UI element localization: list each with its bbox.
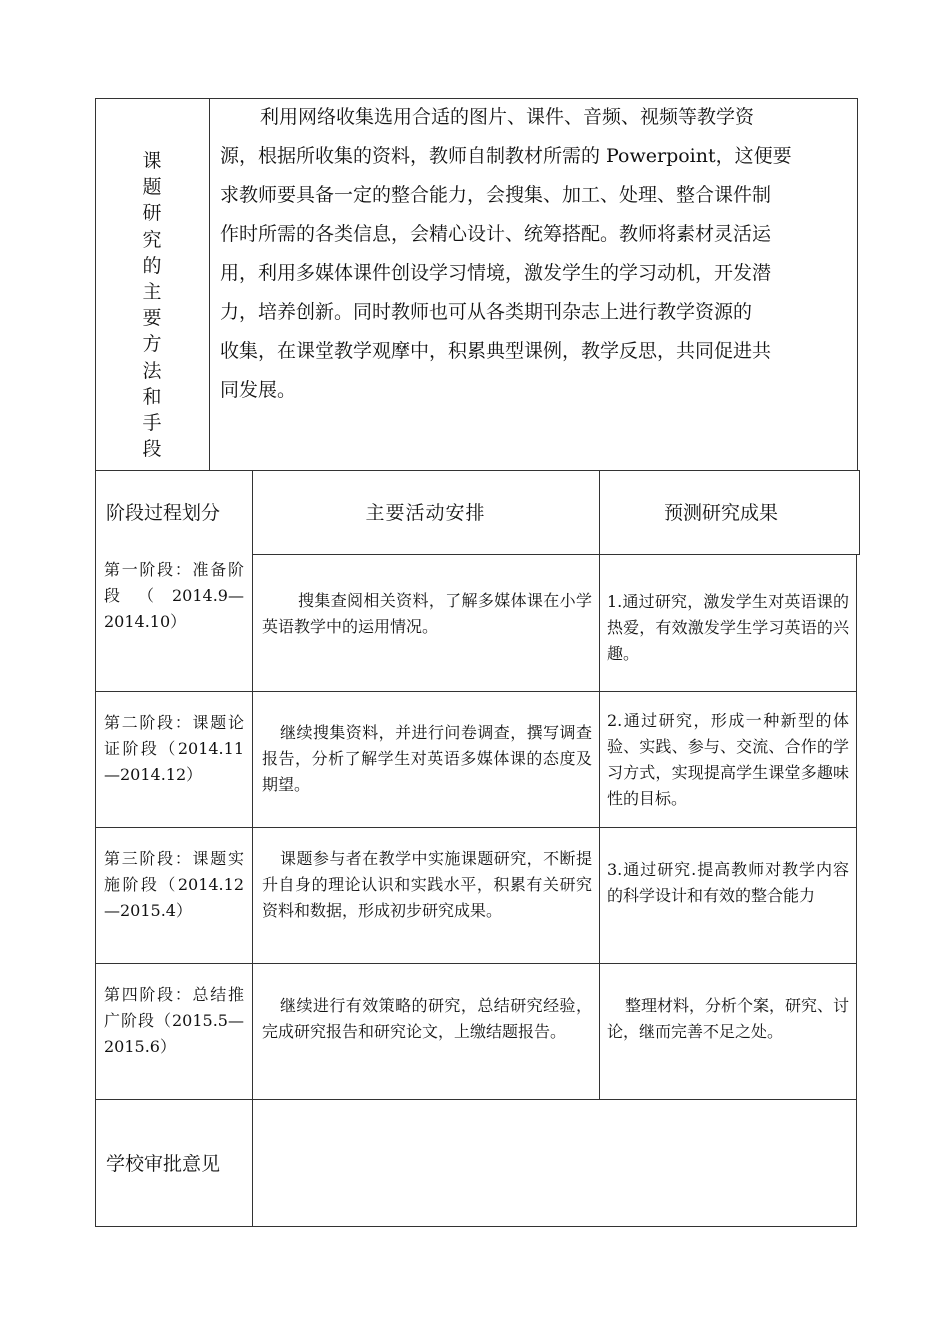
top-right-border [857,98,858,470]
activity-4: 继续进行有效策略的研究，总结研究经验，完成研究报告和研究论文，上缴结题报告。 [262,996,592,1041]
methods-line-4: 作时所需的各类信息，会精心设计、统筹搭配。教师将素材灵活运 [220,223,772,245]
methods-line-6: 力，培养创新。同时教师也可从各类期刊杂志上进行教学资源的 [220,301,753,323]
activity-2: 继续搜集资料，并进行问卷调查，撰写调查报告，分析了解学生对英语多媒体课的态度及期望。 [262,723,592,794]
row-line-1 [95,691,857,692]
activity-3: 课题参与者在教学中实施课题研究，不断提升自身的理论认识和实践水平，积累有关研究资料和数据，形成初步研究成果。 [262,849,592,920]
header-stage: 阶段过程划分 [106,502,221,524]
result-3: 3.通过研究.提高教师对教学内容的科学设计和有效的整合能力 [607,860,849,905]
row-line-4 [95,1099,857,1100]
methods-paragraph [220,98,845,410]
col-divider-1 [252,470,253,1227]
table-right-border [856,555,857,1227]
result-1: 1.通过研究，激发学生对英语课的热爱，有效激发学生学习英语的兴趣。 [607,592,849,663]
top-divider [209,98,210,470]
row-line-2 [95,827,857,828]
methods-line-8: 同发展。 [220,379,297,401]
methods-line-3: 求教师要具备一定的整合能力，会搜集、加工、处理、整合课件制 [220,184,772,206]
row-line-3 [95,963,857,964]
result-2: 2.通过研究，形成一种新型的体验、实践、参与、交流、合作的学习方式，实现提高学生课堂多趣味性的目标。 [607,711,849,808]
result-4: 整理材料，分析个案，研究、讨论，继而完善不足之处。 [607,996,850,1041]
header-activity: 主要活动安排 [365,502,486,524]
table-right-border-header [859,470,860,555]
methods-line-5: 用，利用多媒体课件创设学习情境，激发学生的学习动机，开发潜 [220,262,772,284]
row-line-header-bottom [252,554,860,555]
table-left-border [95,470,96,1227]
methods-label: 课题研究的主要方法和手段 [142,150,162,461]
stage-4: 第四阶段：总结推广阶段（2015.5—2015.6） [104,985,244,1056]
row-line-header-top [95,470,860,471]
stage-3: 第三阶段：课题实施阶段（2014.12—2015.4） [104,849,244,920]
stage-1: 第一阶段：准备阶段（2014.9—2014.10） [104,560,244,631]
activity-1: 搜集查阅相关资料，了解多媒体课在小学英语教学中的运用情况。 [262,591,592,636]
top-left-border [95,98,96,470]
approval-value[interactable] [262,1110,847,1215]
col-divider-2 [599,470,600,1099]
table-bottom-border [95,1226,857,1227]
approval-label: 学校审批意见 [106,1153,221,1175]
methods-line-1: 利用网络收集选用合适的图片、课件、音频、视频等教学资 [260,106,755,128]
methods-line-7: 收集，在课堂教学观摩中，积累典型课例，教学反思，共同促进共 [220,340,772,362]
stage-2: 第二阶段：课题论证阶段（2014.11—2014.12） [104,713,244,784]
methods-line-2: 源，根据所收集的资料，教师自制教材所需的 Powerpoint，这便要 [220,145,792,167]
header-result: 预测研究成果 [664,502,779,524]
